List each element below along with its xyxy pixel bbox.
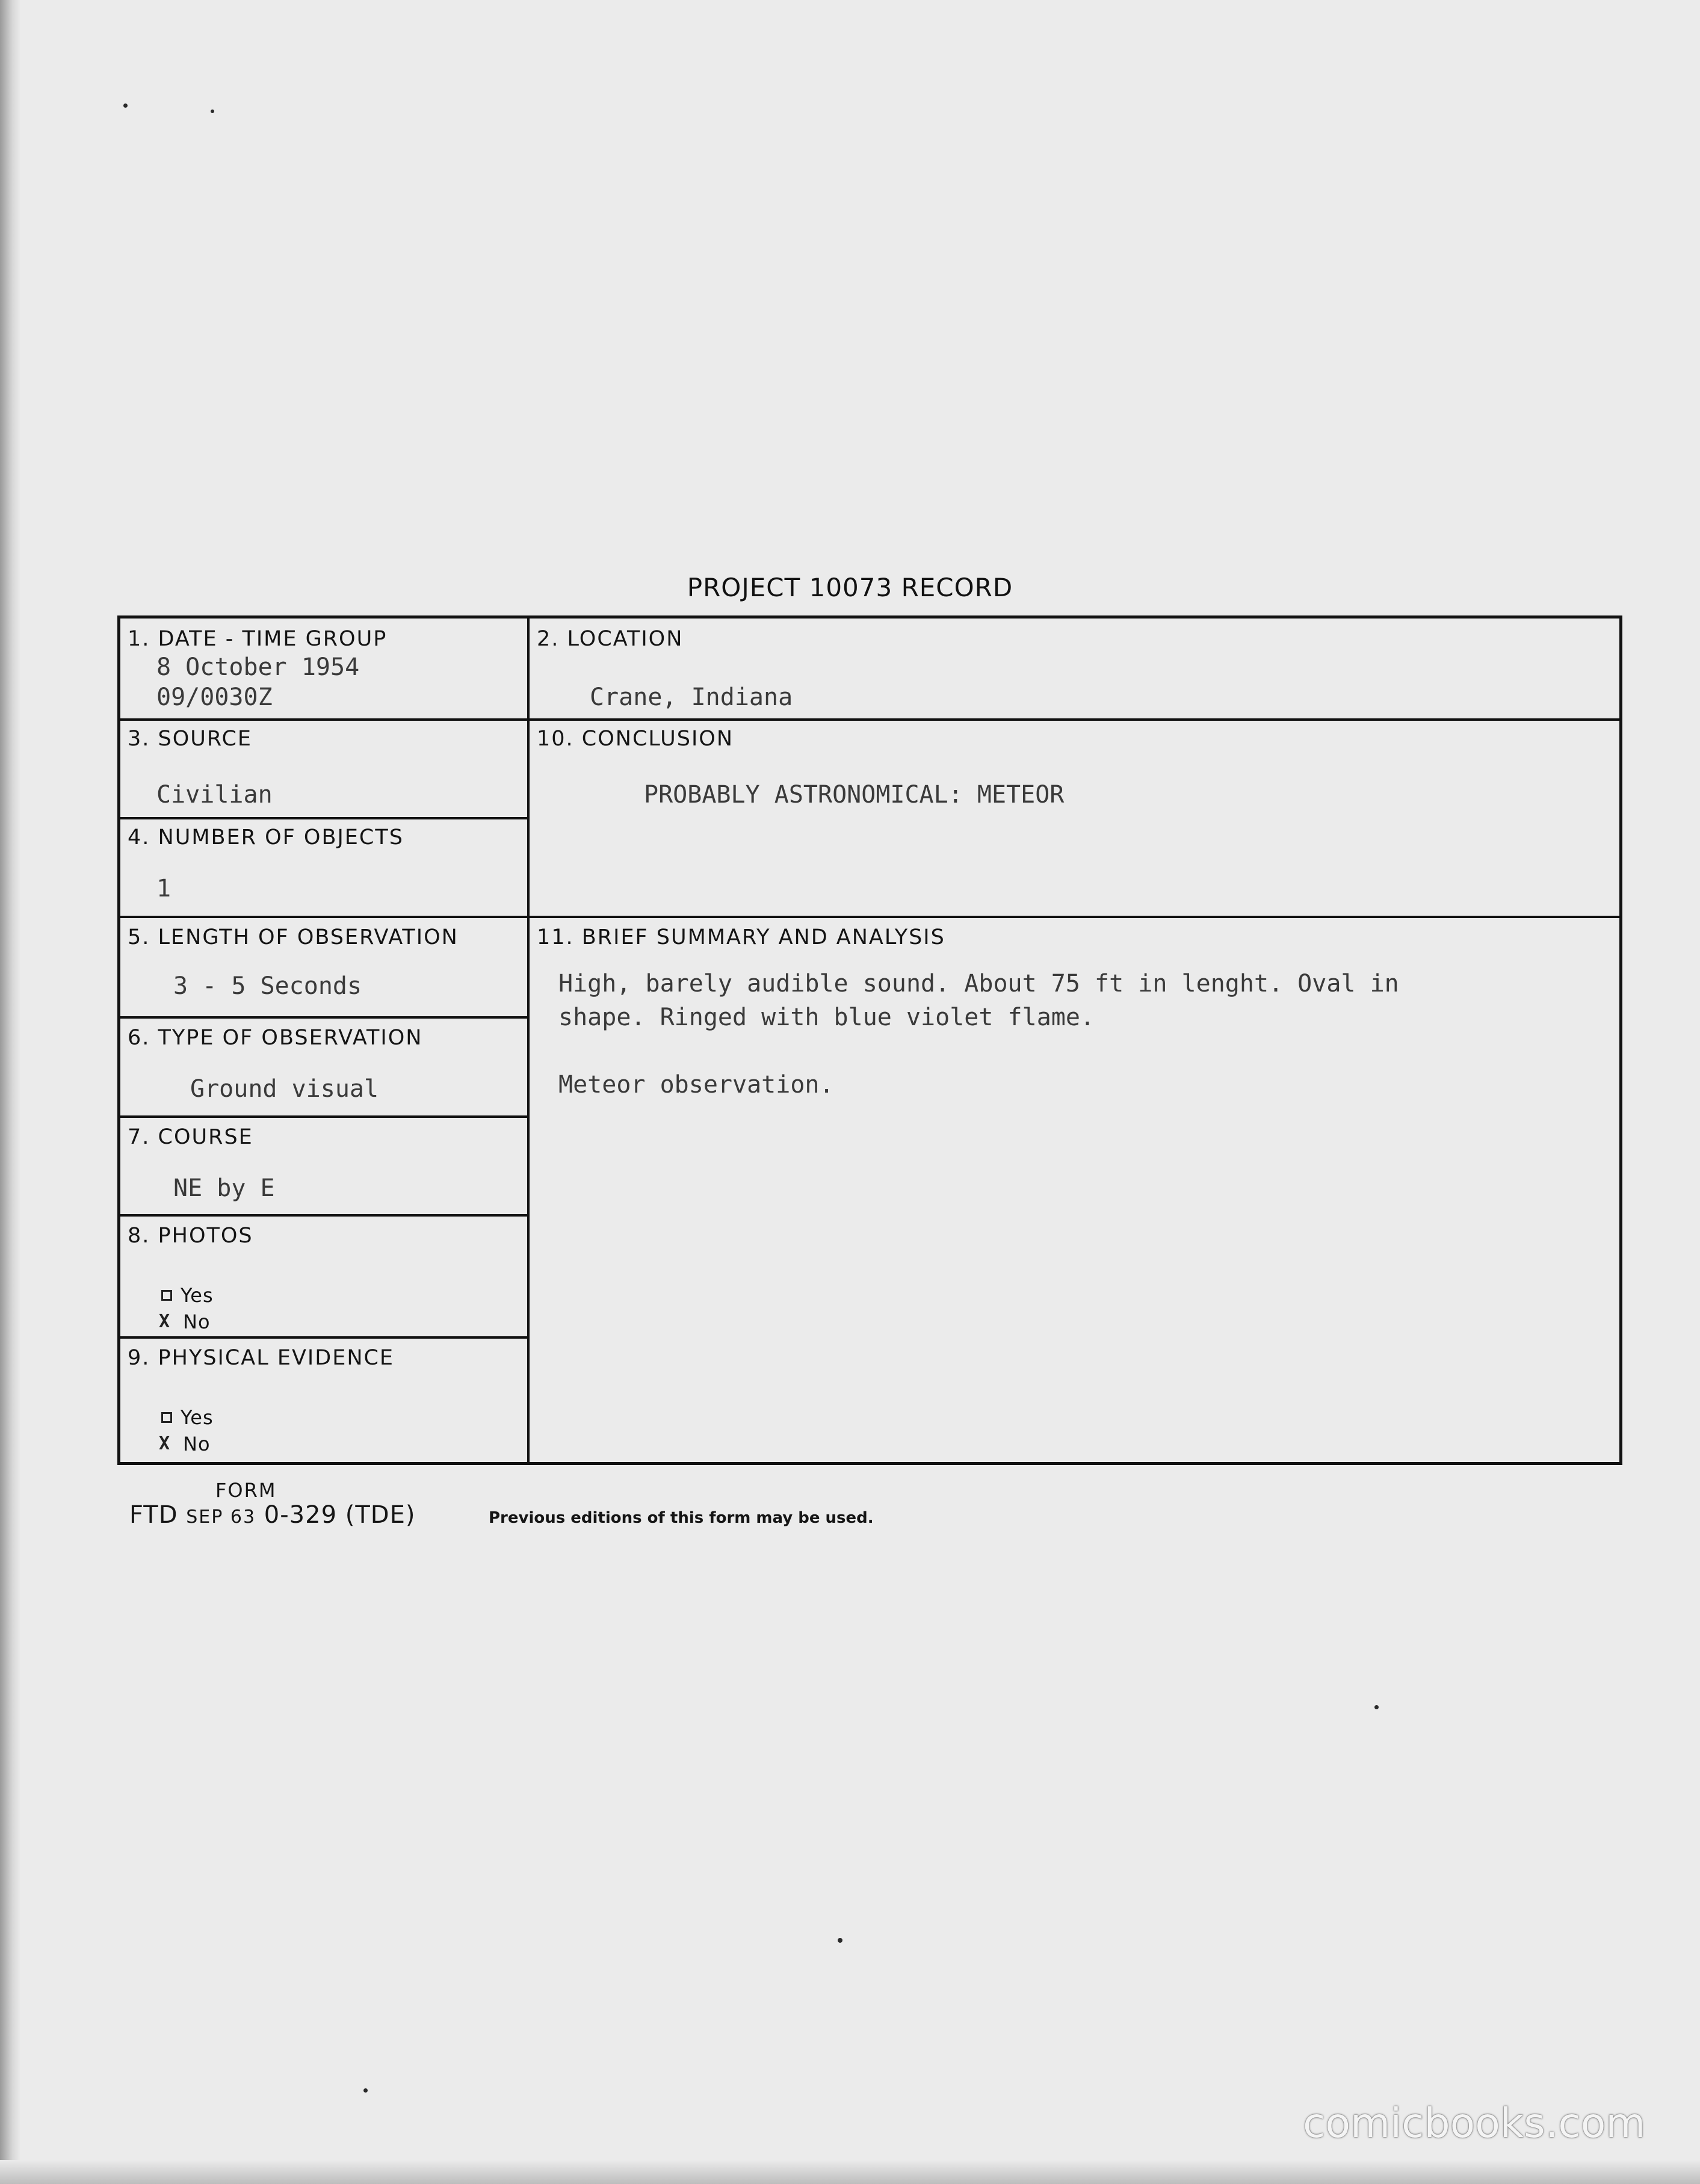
number-of-objects-value: 1 bbox=[156, 875, 172, 902]
type-of-observation-value: Ground visual bbox=[190, 1075, 379, 1103]
date-time-group-label: 1. DATE - TIME GROUP bbox=[128, 627, 388, 651]
length-of-observation-value: 3 - 5 Seconds bbox=[173, 972, 362, 1000]
source-cell bbox=[120, 721, 527, 817]
photos-no-option[interactable] bbox=[159, 1310, 211, 1333]
record-form bbox=[117, 615, 1622, 1465]
course-cell bbox=[120, 1118, 527, 1214]
page-scan-bottom-edge bbox=[0, 2160, 1700, 2184]
scan-speck bbox=[1374, 1705, 1379, 1709]
photos-label: 8. PHOTOS bbox=[128, 1224, 253, 1248]
type-of-observation-label: 6. TYPE OF OBSERVATION bbox=[128, 1026, 423, 1050]
type-of-observation-cell bbox=[120, 1019, 527, 1115]
length-of-observation-label: 5. LENGTH OF OBSERVATION bbox=[128, 925, 459, 949]
physical-evidence-yes-label: Yes bbox=[181, 1406, 214, 1429]
footer-form-number: 0-329 bbox=[264, 1501, 338, 1529]
footer-note: Previous editions of this form may be used. bbox=[489, 1509, 874, 1527]
scan-speck bbox=[363, 2088, 368, 2093]
footer-form-word: FORM bbox=[215, 1479, 277, 1502]
conclusion-value: PROBABLY ASTRONOMICAL: METEOR bbox=[644, 781, 1065, 809]
location-cell bbox=[530, 618, 1619, 718]
location-label: 2. LOCATION bbox=[537, 627, 684, 651]
photos-yes-label: Yes bbox=[181, 1284, 214, 1307]
summary-line-1: High, barely audible sound. About 75 ft in lenght. Oval in bbox=[558, 970, 1399, 998]
summary-label: 11. BRIEF SUMMARY AND ANALYSIS bbox=[537, 925, 945, 949]
conclusion-label: 10. CONCLUSION bbox=[537, 727, 734, 751]
photos-no-label: No bbox=[183, 1310, 211, 1333]
footer-date-code: SEP 63 bbox=[186, 1507, 256, 1528]
physical-evidence-cell bbox=[120, 1339, 527, 1462]
page-scan-edge bbox=[0, 0, 20, 2184]
footer-agency: FTD bbox=[129, 1501, 178, 1529]
source-value: Civilian bbox=[156, 781, 273, 809]
watermark: comicbooks.com bbox=[1303, 2100, 1646, 2147]
date-time-group-cell bbox=[120, 618, 527, 718]
location-value: Crane, Indiana bbox=[590, 683, 793, 711]
physical-evidence-yes-option[interactable] bbox=[161, 1406, 214, 1429]
date-value: 8 October 1954 bbox=[156, 653, 360, 681]
summary-line-2: shape. Ringed with blue violet flame. bbox=[558, 1004, 1095, 1031]
footer-form-code bbox=[129, 1501, 415, 1529]
scan-speck bbox=[838, 1938, 842, 1943]
form-title: PROJECT 10073 RECORD bbox=[687, 573, 1013, 602]
checkbox-checked-icon: X bbox=[159, 1311, 171, 1332]
summary-cell bbox=[530, 918, 1619, 1462]
physical-evidence-no-label: No bbox=[183, 1433, 211, 1455]
time-value: 09/0030Z bbox=[156, 683, 273, 711]
photos-cell bbox=[120, 1217, 527, 1336]
summary-line-3: Meteor observation. bbox=[558, 1071, 834, 1099]
conclusion-cell bbox=[530, 721, 1619, 916]
physical-evidence-label: 9. PHYSICAL EVIDENCE bbox=[128, 1346, 395, 1370]
checkbox-checked-icon: X bbox=[159, 1433, 171, 1454]
length-of-observation-cell bbox=[120, 918, 527, 1016]
physical-evidence-no-option[interactable] bbox=[159, 1433, 211, 1455]
course-value: NE by E bbox=[173, 1174, 275, 1202]
course-label: 7. COURSE bbox=[128, 1125, 253, 1149]
scan-speck bbox=[211, 110, 214, 113]
source-label: 3. SOURCE bbox=[128, 727, 253, 751]
photos-yes-option[interactable] bbox=[161, 1284, 214, 1307]
footer-office: (TDE) bbox=[345, 1501, 416, 1529]
checkbox-empty-icon bbox=[161, 1290, 172, 1301]
number-of-objects-label: 4. NUMBER OF OBJECTS bbox=[128, 825, 404, 850]
checkbox-empty-icon bbox=[161, 1412, 172, 1423]
scan-speck bbox=[123, 103, 128, 108]
number-of-objects-cell bbox=[120, 819, 527, 916]
